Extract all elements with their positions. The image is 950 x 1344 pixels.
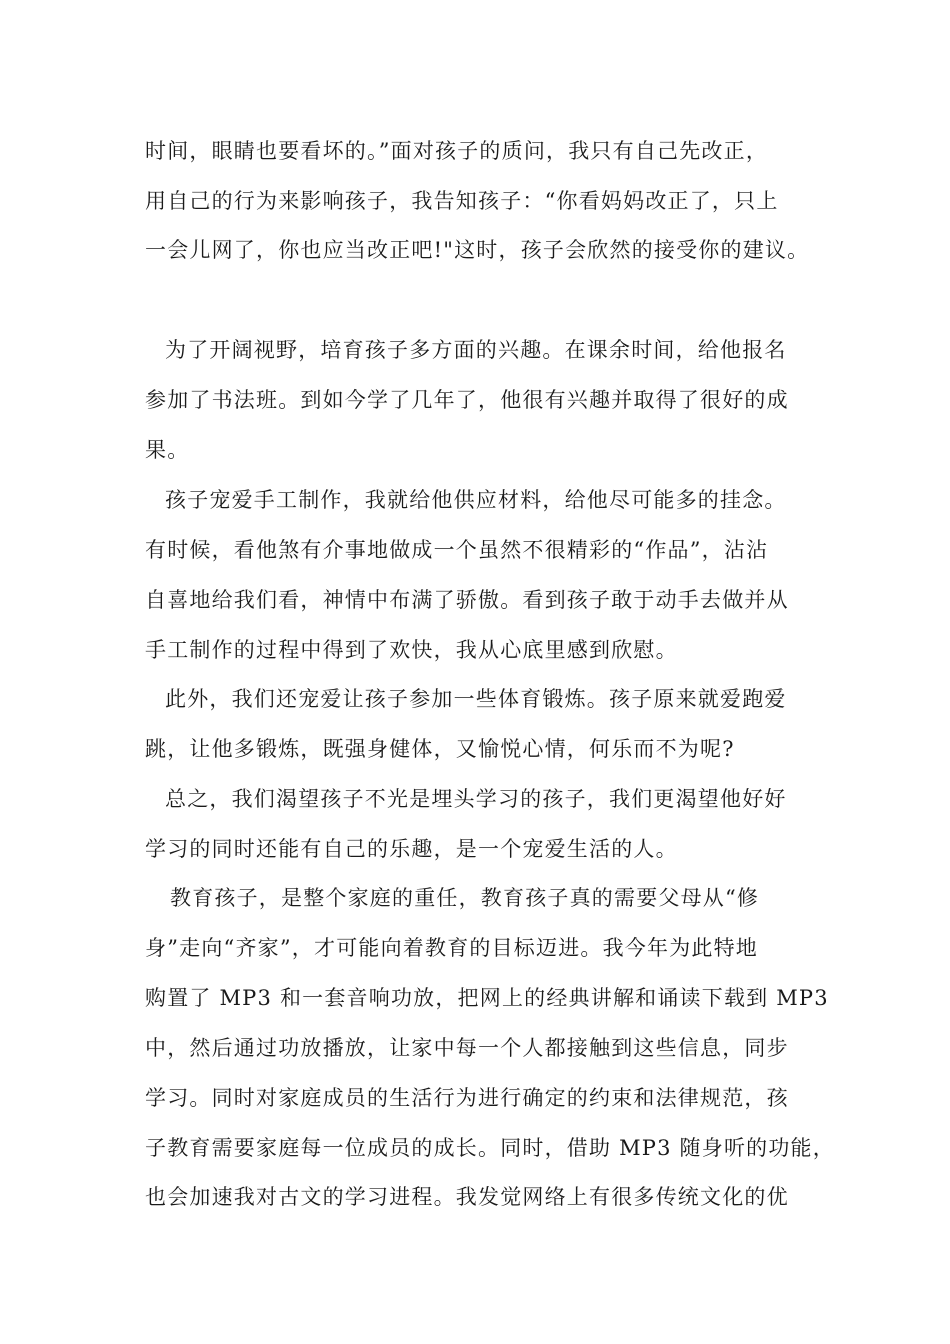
text-line: 子教育需要家庭每一位成员的成长。同时，借助 MP3 随身听的功能， — [145, 1136, 835, 1160]
text-line: 跳，让他多锻炼，既强身健体，又愉悦心情，何乐而不为呢? — [145, 737, 735, 761]
text-line: 果。 — [145, 438, 190, 462]
text-line: 用自己的行为来影响孩子，我告知孩子：“你看妈妈改正了，只上 — [145, 189, 779, 213]
text-line: 也会加速我对古文的学习进程。我发觉网络上有很多传统文化的优 — [145, 1185, 789, 1209]
text-line: 教育孩子，是整个家庭的重任，教育孩子真的需要父母从“修 — [170, 886, 760, 910]
text-line: 自喜地给我们看，神情中布满了骄傲。看到孩子敢于动手去做并从 — [145, 588, 789, 612]
text-line: 手工制作的过程中得到了欢快，我从心底里感到欣慰。 — [145, 638, 678, 662]
text-line: 总之，我们渴望孩子不光是埋头学习的孩子，我们更渴望他好好 — [165, 787, 787, 811]
text-line: 中，然后通过功放播放，让家中每一个人都接触到这些信息，同步 — [145, 1036, 789, 1060]
text-line: 有时候，看他煞有介事地做成一个虽然不很精彩的“作品”，沾沾 — [145, 538, 769, 562]
text-line: 学习的同时还能有自己的乐趣，是一个宠爱生活的人。 — [145, 837, 678, 861]
text-line: 一会儿网了，你也应当改正吧!"这时，孩子会欣然的接受你的建议。 — [145, 238, 810, 262]
text-line: 为了开阔视野，培育孩子多方面的兴趣。在课余时间，给他报名 — [165, 338, 787, 362]
text-line: 学习。同时对家庭成员的生活行为进行确定的约束和法律规范，孩 — [145, 1086, 789, 1110]
text-line: 身”走向“齐家”，才可能向着教育的目标迈进。我今年为此特地 — [145, 936, 759, 960]
text-line: 时间，眼睛也要看坏的。”面对孩子的质问，我只有自己先改正， — [145, 139, 769, 163]
text-line: 孩子宠爱手工制作，我就给他供应材料，给他尽可能多的挂念。 — [165, 488, 787, 512]
text-line: 此外，我们还宠爱让孩子参加一些体育锻炼。孩子原来就爱跑爱 — [165, 687, 787, 711]
text-line: 参加了书法班。到如今学了几年了，他很有兴趣并取得了很好的成 — [145, 388, 789, 412]
text-line: 购置了 MP3 和一套音响功放，把网上的经典讲解和诵读下载到 MP3 — [145, 986, 829, 1010]
